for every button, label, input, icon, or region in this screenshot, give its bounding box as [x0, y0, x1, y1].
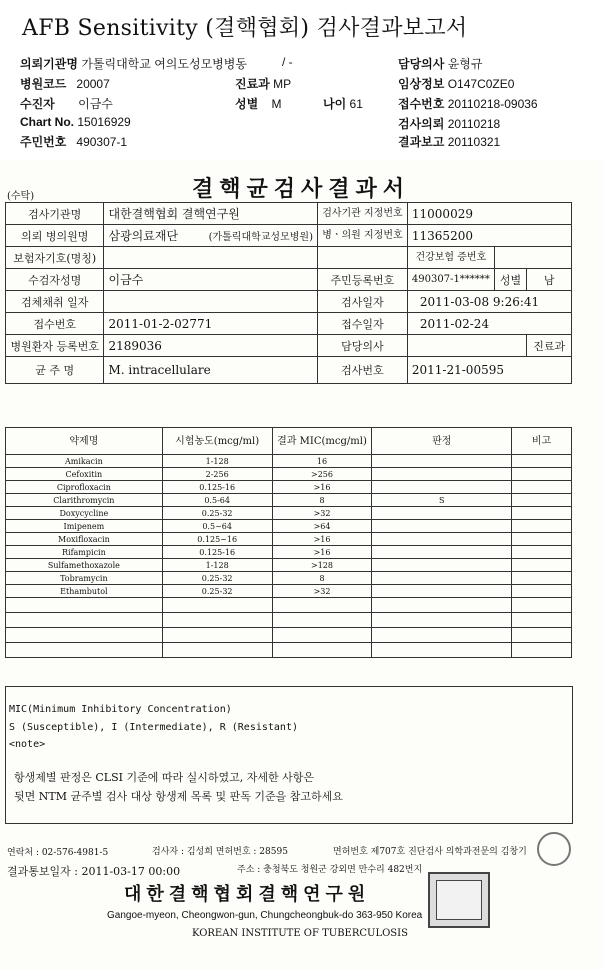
note-heading: <note> — [9, 739, 46, 750]
clinical-row — [398, 75, 514, 92]
sex-label-cell: 성별 — [494, 269, 526, 291]
empty-cell — [162, 598, 272, 613]
mic-result-cell: >16 — [272, 481, 372, 494]
chart-label: Chart No. — [20, 115, 74, 129]
drug-name-cell: Cefoxitin — [6, 468, 163, 481]
test-concentration-cell: 0.125-16 — [162, 546, 272, 559]
patient-value: 이금수 — [78, 97, 113, 111]
table-row — [6, 468, 572, 481]
remarks-cell — [512, 507, 572, 520]
recv-no-value: 2011-01-2-02771 — [104, 313, 317, 335]
empty-cell — [6, 628, 163, 643]
doctor-label: 담당의사 — [398, 57, 445, 71]
test-concentration-cell: 0.5-64 — [162, 494, 272, 507]
drug-name-cell: Ethambutol — [6, 585, 163, 598]
license: 면허번호 제707호 진단검사 의학과전문의 김창기 — [333, 847, 527, 857]
table-row — [6, 559, 572, 572]
remarks-cell — [512, 520, 572, 533]
approval-seal-icon — [537, 832, 571, 866]
receipt-row — [398, 95, 538, 112]
lab-value: 대한결핵협회 결핵연구원 — [104, 203, 317, 225]
note-text-1: 항생제별 판정은 CLSI 기준에 따라 실시하였고, 자세한 사항은 — [14, 771, 314, 784]
drug-name-cell: Doxycycline — [6, 507, 163, 520]
mic-result-cell: >256 — [272, 468, 372, 481]
req-org-label: 의뢰기관명 — [20, 57, 78, 71]
ward-value: / - — [282, 55, 293, 69]
empty-cell — [272, 628, 372, 643]
empty-cell — [6, 598, 163, 613]
mic-result-cell: 8 — [272, 494, 372, 507]
interpretation-cell — [372, 572, 512, 585]
drug-name-cell: Rifampicin — [6, 546, 163, 559]
col-drug-name: 약제명 — [6, 428, 163, 455]
empty-cell — [272, 613, 372, 628]
remarks-cell — [512, 533, 572, 546]
table-row — [6, 520, 572, 533]
test-req-row — [398, 115, 500, 132]
req-hosp-note: (가톨릭대학교성모병원) — [208, 232, 313, 243]
organism-value: M. intracellulare — [104, 357, 317, 384]
dept-label-cell: 진료과 — [527, 335, 572, 357]
mic-result-cell: 16 — [272, 455, 372, 468]
hosp-no-value: 11365200 — [407, 225, 571, 247]
test-concentration-cell: 0.125-16 — [162, 481, 272, 494]
hosp-no-label: 병ㆍ의원 지정번호 — [317, 225, 407, 247]
rrn-value: 490307-1****** — [407, 269, 494, 291]
lab-no-value: 11000029 — [407, 203, 571, 225]
empty-cell — [372, 643, 512, 658]
drug-name-cell: Tobramycin — [6, 572, 163, 585]
insured-no-value — [494, 247, 571, 269]
sex-row — [235, 95, 282, 112]
test-concentration-cell: 0.25-32 — [162, 572, 272, 585]
mic-result-cell: >16 — [272, 533, 372, 546]
remarks-cell — [512, 546, 572, 559]
table-row — [6, 291, 572, 313]
empty-cell — [372, 598, 512, 613]
interpretation-cell — [372, 507, 512, 520]
interpretation-cell — [372, 533, 512, 546]
table-row — [6, 494, 572, 507]
table-row — [6, 455, 572, 468]
patient-no-label: 병원환자 등록번호 — [6, 335, 104, 357]
test-concentration-cell: 1-128 — [162, 455, 272, 468]
empty-row — [6, 613, 572, 628]
notify-date: 결과통보일자 : 2011-03-17 00:00 — [7, 865, 181, 878]
interpretation-cell — [372, 468, 512, 481]
test-req-value: 20110218 — [447, 117, 501, 131]
test-concentration-cell: 2-256 — [162, 468, 272, 481]
address-english: Gangoe-myeon, Cheongwon-gun, Chungcheongbuk-do 363-950 Korea — [107, 910, 423, 921]
id-row — [20, 133, 127, 150]
interpretation-cell — [372, 559, 512, 572]
test-concentration-cell: 0.125~16 — [162, 533, 272, 546]
table-row — [6, 572, 572, 585]
sex-label: 성별 — [235, 97, 259, 111]
collect-label: 검체채취 일자 — [6, 291, 104, 313]
mic-result-cell: >64 — [272, 520, 372, 533]
report-row — [398, 133, 500, 150]
note-sir-definition: S (Susceptible), I (Intermediate), R (Resistant) — [9, 722, 298, 733]
report-header — [0, 0, 604, 160]
empty-cell — [372, 628, 512, 643]
seal-inner — [436, 880, 482, 920]
table-row — [6, 247, 572, 269]
mic-result-cell: >32 — [272, 585, 372, 598]
name-label: 수검자성명 — [6, 269, 104, 291]
doctor-value-cell — [407, 335, 526, 357]
insured-no-label: 건강보험 증번호 — [407, 247, 494, 269]
empty-cell — [512, 613, 572, 628]
susceptibility-table — [5, 427, 572, 658]
dept-value: MP — [273, 77, 292, 91]
lab-label: 검사기관명 — [6, 203, 104, 225]
empty-cell — [162, 628, 272, 643]
drug-name-cell: Sulfamethoxazole — [6, 559, 163, 572]
req-hosp-value: 삼광의료재단 — [108, 229, 179, 243]
empty-cell — [372, 613, 512, 628]
note-mic-definition: MIC(Minimum Inhibitory Concentration) — [9, 704, 232, 715]
rrn-label: 주민등록번호 — [317, 269, 407, 291]
empty-cell — [272, 598, 372, 613]
insurer-value — [104, 247, 317, 269]
collect-value — [104, 291, 317, 313]
mic-result-cell: >128 — [272, 559, 372, 572]
req-org-value: 가톨릭대학교 여의도성모병병동 — [81, 57, 247, 71]
organism-label: 균 주 명 — [6, 357, 104, 384]
note-text-2: 뒷면 NTM 균주별 검사 대상 항생제 목록 및 판독 기준을 참고하세요 — [14, 790, 343, 803]
age-value: 61 — [349, 97, 363, 111]
empty-cell — [512, 598, 572, 613]
test-concentration-cell: 0.5~64 — [162, 520, 272, 533]
interpretation-cell — [372, 481, 512, 494]
doctor-label-cell: 담당의사 — [317, 335, 407, 357]
institute-name: 대한결핵협회결핵연구원 — [124, 884, 371, 905]
sex-value-cell: 남 — [527, 269, 572, 291]
document-title: 결핵균검사결과서 — [192, 176, 411, 202]
sex-value: M — [271, 97, 282, 111]
patient-no-value: 2189036 — [104, 335, 317, 357]
receipt-label: 접수번호 — [398, 97, 445, 111]
interpretation-cell — [372, 455, 512, 468]
insurer-blank — [317, 247, 407, 269]
interpretation-cell — [372, 546, 512, 559]
req-hosp-cell — [104, 225, 317, 247]
table-row — [6, 203, 572, 225]
chart-row — [20, 115, 131, 129]
table-row — [6, 546, 572, 559]
drug-name-cell: Imipenem — [6, 520, 163, 533]
test-no-value: 2011-21-00595 — [407, 357, 571, 384]
hosp-code-value: 20007 — [76, 77, 110, 91]
empty-row — [6, 643, 572, 658]
col-remarks: 비고 — [512, 428, 572, 455]
drug-name-cell: Amikacin — [6, 455, 163, 468]
patient-row — [20, 95, 113, 112]
empty-cell — [6, 613, 163, 628]
lab-no-label: 검사기관 지정번호 — [317, 203, 407, 225]
hosp-code-row — [20, 75, 110, 92]
institute-english: KOREAN INSTITUTE OF TUBERCULOSIS — [192, 928, 408, 939]
empty-row — [6, 598, 572, 613]
patient-label: 수진자 — [20, 97, 55, 111]
info-table — [5, 202, 572, 384]
tester: 검사자 : 김성희 면허번호 : 28595 — [152, 847, 288, 857]
empty-cell — [512, 643, 572, 658]
consignment-label: (수탁) — [7, 191, 35, 202]
test-concentration-cell: 0.25-32 — [162, 585, 272, 598]
table-row — [6, 225, 572, 247]
table-row — [6, 269, 572, 291]
remarks-cell — [512, 572, 572, 585]
drug-rows — [6, 455, 572, 658]
drug-name-cell: Clarithromycin — [6, 494, 163, 507]
table-row — [6, 313, 572, 335]
report-value: 20110321 — [447, 135, 501, 149]
mic-result-cell: 8 — [272, 572, 372, 585]
remarks-cell — [512, 455, 572, 468]
req-hosp-label: 의뢰 병의원명 — [6, 225, 104, 247]
hosp-code-label: 병원코드 — [20, 77, 67, 91]
insurer-label: 보험자기호(명칭) — [6, 247, 104, 269]
mic-result-cell: >32 — [272, 507, 372, 520]
interpretation-cell: S — [372, 494, 512, 507]
recv-date-label: 접수일자 — [317, 313, 407, 335]
empty-cell — [6, 643, 163, 658]
col-interpretation: 판정 — [372, 428, 512, 455]
age-row — [323, 95, 363, 112]
test-date-label: 검사일자 — [317, 291, 407, 313]
test-req-label: 검사의뢰 — [398, 117, 445, 131]
test-date-value: 2011-03-08 9:26:41 — [407, 291, 571, 313]
id-label: 주민번호 — [20, 135, 67, 149]
chart-value: 15016929 — [77, 115, 131, 129]
drug-name-cell: Moxifloxacin — [6, 533, 163, 546]
table-header-row — [6, 428, 572, 455]
clinical-value: O147C0ZE0 — [447, 77, 515, 91]
recv-no-label: 접수번호 — [6, 313, 104, 335]
empty-cell — [162, 613, 272, 628]
id-value: 490307-1 — [76, 135, 128, 149]
mic-result-cell: >16 — [272, 546, 372, 559]
name-value: 이금수 — [104, 269, 317, 291]
receipt-value: 20110218-09036 — [447, 97, 538, 111]
empty-cell — [512, 628, 572, 643]
doctor-value: 윤형규 — [447, 57, 483, 71]
table-row — [6, 357, 572, 384]
table-row — [6, 507, 572, 520]
test-concentration-cell: 1-128 — [162, 559, 272, 572]
doctor-row — [398, 55, 483, 72]
drug-name-cell: Ciprofloxacin — [6, 481, 163, 494]
interpretation-cell — [372, 520, 512, 533]
dept-label: 진료과 — [235, 77, 270, 91]
table-row — [6, 533, 572, 546]
empty-row — [6, 628, 572, 643]
remarks-cell — [512, 481, 572, 494]
report-title: AFB Sensitivity (결핵협회) 검사결과보고서 — [22, 16, 468, 41]
contact: 연락처 : 02-576-4981-5 — [7, 848, 109, 858]
notes-box — [5, 686, 573, 824]
empty-cell — [272, 643, 372, 658]
test-no-label: 검사번호 — [317, 357, 407, 384]
col-mic-result: 결과 MIC(mcg/ml) — [272, 428, 372, 455]
remarks-cell — [512, 585, 572, 598]
interpretation-cell — [372, 585, 512, 598]
table-row — [6, 585, 572, 598]
address-korean: 주소 : 충청북도 청원군 강외면 만수리 482번지 — [237, 865, 423, 875]
test-concentration-cell: 0.25-32 — [162, 507, 272, 520]
req-org-row — [20, 55, 247, 72]
dept-row — [235, 75, 291, 92]
col-test-concentration: 시험농도(mcg/ml) — [162, 428, 272, 455]
remarks-cell — [512, 559, 572, 572]
age-label: 나이 — [323, 97, 347, 111]
table-row — [6, 335, 572, 357]
clinical-label: 임상정보 — [398, 77, 445, 91]
remarks-cell — [512, 468, 572, 481]
official-seal-icon — [428, 872, 490, 928]
remarks-cell — [512, 494, 572, 507]
empty-cell — [162, 643, 272, 658]
recv-date-value: 2011-02-24 — [407, 313, 571, 335]
table-row — [6, 481, 572, 494]
report-label: 결과보고 — [398, 135, 445, 149]
